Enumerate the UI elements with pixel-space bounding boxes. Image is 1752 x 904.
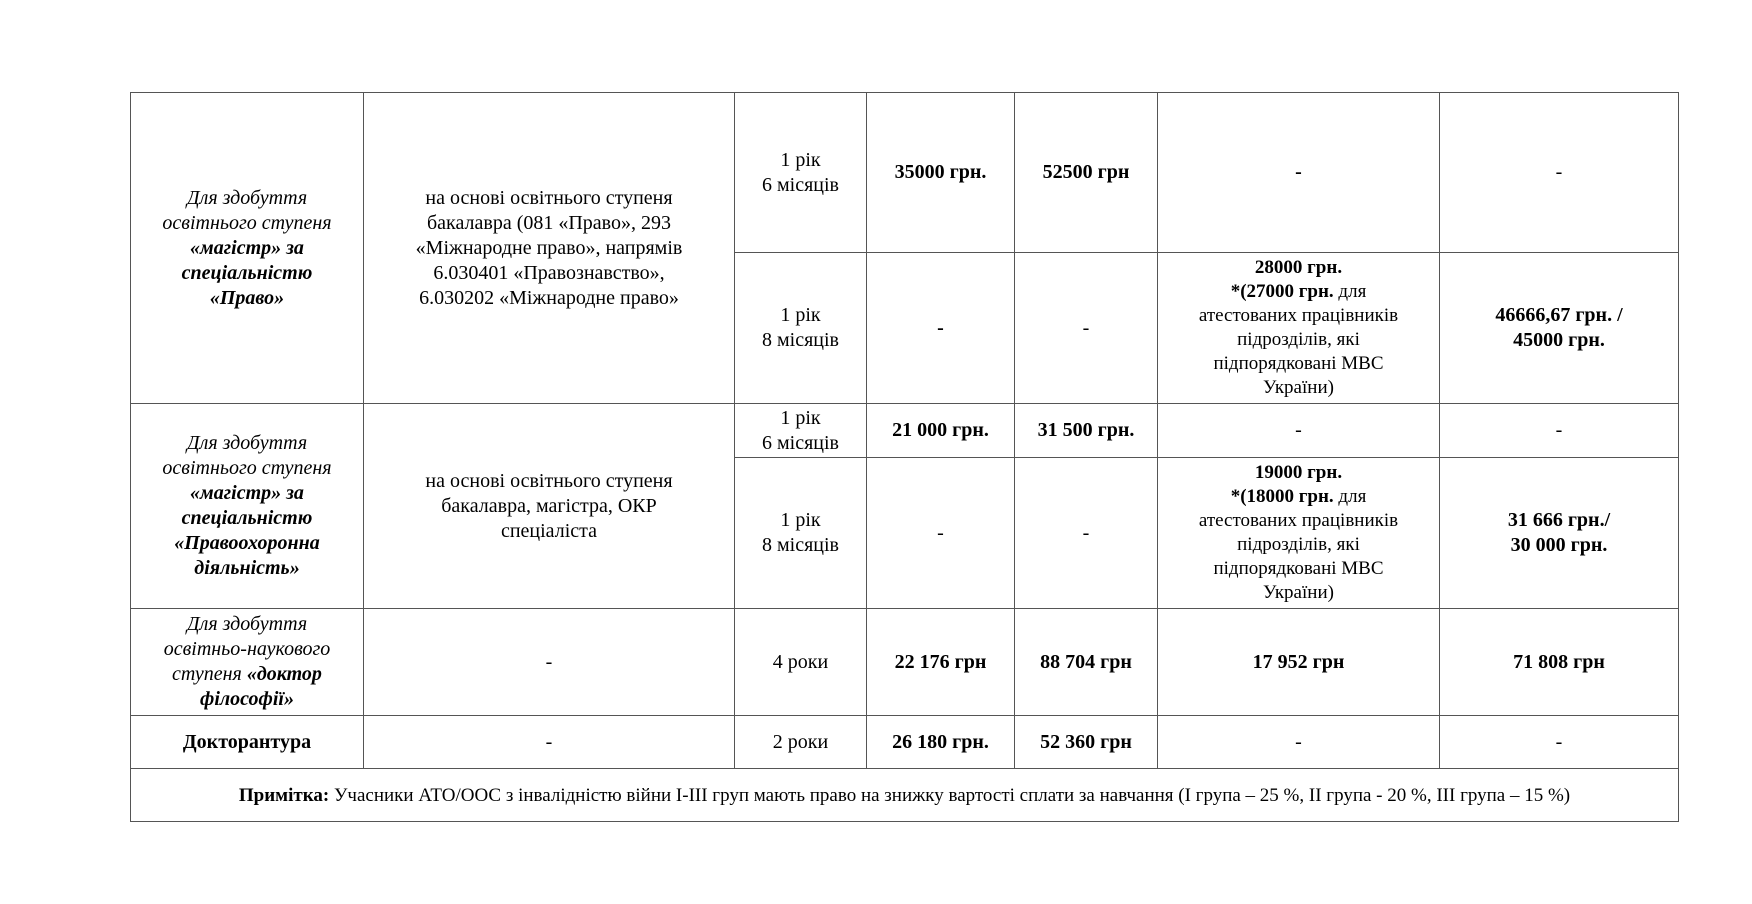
footnote	[131, 769, 1679, 822]
duration-cell: 2 роки	[735, 716, 867, 769]
fee-cell: -	[1015, 458, 1158, 609]
fee-cell: 22 176 грн	[867, 609, 1015, 716]
duration-cell: 1 рік 6 місяців	[735, 93, 867, 253]
admission-basis-doctoral: -	[364, 716, 735, 769]
fee-cell-discount: 19000 грн. *(18000 грн. для атестованих працівників підрозділів, які підпорядковані МВС України)	[1158, 458, 1440, 609]
fee-cell: 46666,67 грн. / 45000 грн.	[1440, 253, 1679, 404]
fee-cell: -	[1015, 253, 1158, 404]
fee-cell: 35000 грн.	[867, 93, 1015, 253]
fee-cell: 52500 грн	[1015, 93, 1158, 253]
table-row	[131, 404, 1679, 458]
fee-cell: -	[1440, 716, 1679, 769]
admission-basis-law: на основі освітнього ступеня бакалавра (081 «Право», 293 «Міжнародне право», напрямів 6.030401 «Правознавство», 6.030202 «Міжнародне право»	[364, 93, 735, 404]
table-row-note	[131, 769, 1679, 822]
fee-cell: -	[1158, 404, 1440, 458]
table-row	[131, 716, 1679, 769]
program-title-law: Для здобуття освітнього ступеня «магістр» за спеціальністю «Право»	[131, 93, 364, 404]
duration-cell: 1 рік 6 місяців	[735, 404, 867, 458]
fee-cell: 17 952 грн	[1158, 609, 1440, 716]
footnote-text: Учасники АТО/ООС з інвалідністю війни І-ІІІ груп мають право на знижку вартості сплати за навчання (І група – 25 %, ІІ група - 20 %, ІІІ група – 15 %)	[329, 784, 1571, 806]
footnote-label: Примітка:	[238, 784, 330, 806]
fee-cell: -	[1440, 93, 1679, 253]
admission-basis-phd: -	[364, 609, 735, 716]
fee-cell: 31 666 грн./ 30 000 грн.	[1440, 458, 1679, 609]
fee-cell: 52 360 грн	[1015, 716, 1158, 769]
fee-cell: -	[1440, 404, 1679, 458]
fee-cell: -	[867, 253, 1015, 404]
fee-cell: 31 500 грн.	[1015, 404, 1158, 458]
fee-cell: -	[1158, 716, 1440, 769]
fee-cell: -	[867, 458, 1015, 609]
admission-basis-law-enforcement: на основі освітнього ступеня бакалавра, магістра, ОКР спеціаліста	[364, 404, 735, 609]
fee-cell-discount: 28000 грн. *(27000 грн. для атестованих працівників підрозділів, які підпорядковані МВС України)	[1158, 253, 1440, 404]
duration-cell: 1 рік 8 місяців	[735, 458, 867, 609]
program-title-doctoral: Докторантура	[131, 716, 364, 769]
program-title-phd: Для здобуття освітньо-наукового ступеня «доктор філософії»	[131, 609, 364, 716]
fee-cell: 88 704 грн	[1015, 609, 1158, 716]
table-row	[131, 93, 1679, 253]
program-title-law-enforcement: Для здобуття освітнього ступеня «магістр» за спеціальністю «Правоохоронна діяльність»	[131, 404, 364, 609]
table-row	[131, 609, 1679, 716]
tuition-fee-table	[130, 92, 1679, 822]
fee-cell: 21 000 грн.	[867, 404, 1015, 458]
fee-cell: -	[1158, 93, 1440, 253]
fee-cell: 26 180 грн.	[867, 716, 1015, 769]
duration-cell: 1 рік 8 місяців	[735, 253, 867, 404]
duration-cell: 4 роки	[735, 609, 867, 716]
fee-cell: 71 808 грн	[1440, 609, 1679, 716]
